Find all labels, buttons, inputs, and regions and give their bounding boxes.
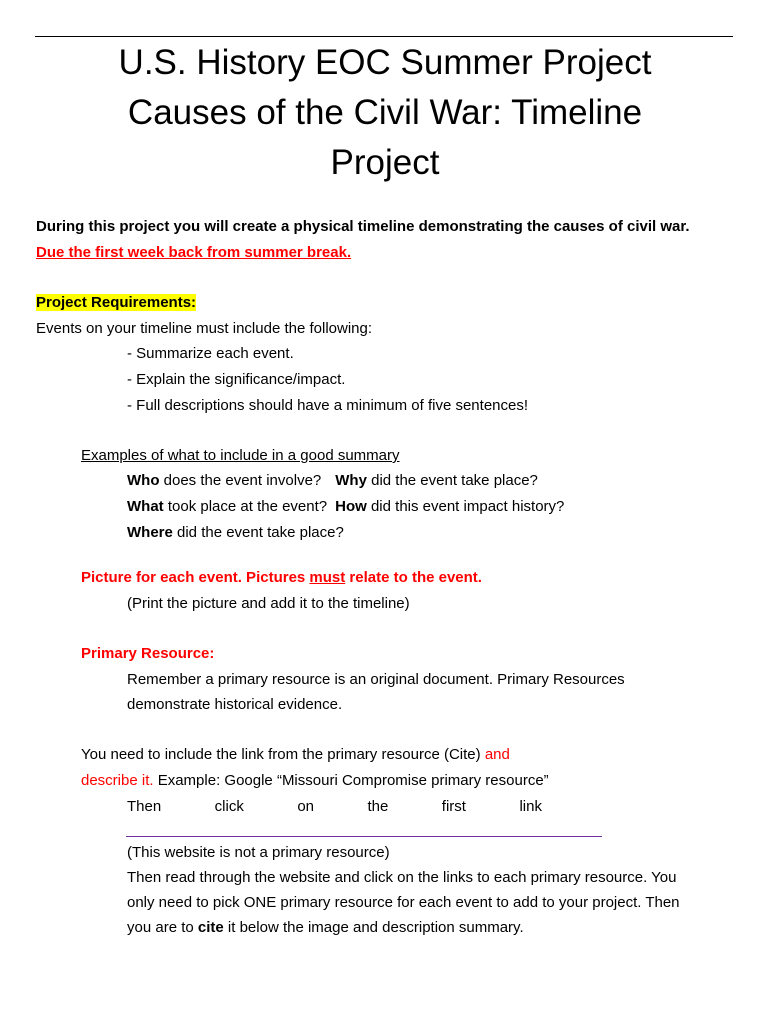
requirements-heading xyxy=(36,293,196,313)
cite-line-2 xyxy=(81,771,549,791)
how-text: did this event impact history? xyxy=(366,498,565,515)
requirement-item: - Explain the significance/impact. xyxy=(127,371,346,388)
cite-para-3-bold: cite xyxy=(197,919,224,936)
cite-para-3 xyxy=(127,918,524,938)
picture-heading-b: relate to the event. xyxy=(345,569,482,586)
cite-para-3-c: it below the image and description summary. xyxy=(223,919,524,936)
summary-who-why xyxy=(127,471,538,491)
cite-step-word: link xyxy=(519,798,542,815)
why-label: Why xyxy=(335,472,367,489)
cite-step-word: on xyxy=(297,798,314,815)
who-label: Who xyxy=(127,472,160,489)
hyperlink-underline[interactable] xyxy=(126,836,602,837)
cite-note: (This website is not a primary resource) xyxy=(127,844,390,861)
picture-note: (Print the picture and add it to the timeline) xyxy=(127,595,410,612)
cite-steps xyxy=(127,797,542,817)
top-rule xyxy=(35,36,733,37)
cite-line-2-red: describe it. xyxy=(81,772,154,789)
page-title xyxy=(36,38,734,188)
due-date-text: Due the first week back from summer break. xyxy=(36,244,352,261)
where-text: did the event take place? xyxy=(172,524,344,541)
what-label: What xyxy=(127,498,164,515)
cite-line-1 xyxy=(81,745,510,765)
cite-line-2-text: Example: Google “Missouri Compromise primary resource” xyxy=(153,772,549,789)
cite-step-word: click xyxy=(214,798,244,815)
primary-text-2: demonstrate historical evidence. xyxy=(127,696,343,713)
cite-line-1-red: and xyxy=(484,746,510,763)
picture-heading-a: Picture for each event. Pictures xyxy=(81,569,310,586)
picture-heading-must: must xyxy=(309,569,346,586)
intro-text: During this project you will create a physical timeline demonstrating the causes of civil war. xyxy=(36,218,690,235)
summary-heading: Examples of what to include in a good summary xyxy=(81,447,400,464)
primary-text-1: Remember a primary resource is an original document. Primary Resources xyxy=(127,671,625,688)
why-text: did the event take place? xyxy=(366,472,538,489)
cite-line-1-text: You need to include the link from the primary resource (Cite) xyxy=(81,746,485,763)
requirements-heading-label: Project Requirements: xyxy=(36,294,197,311)
how-label: How xyxy=(335,498,367,515)
summary-where xyxy=(127,523,344,543)
title-line-3: Project xyxy=(330,143,440,182)
cite-step-word: first xyxy=(441,798,466,815)
requirements-lead: Events on your timeline must include the following: xyxy=(36,320,373,337)
requirement-item: - Summarize each event. xyxy=(127,345,294,362)
who-text: does the event involve? xyxy=(159,472,322,489)
title-line-2: Causes of the Civil War: Timeline xyxy=(127,93,643,132)
title-line-1: U.S. History EOC Summer Project xyxy=(118,43,652,82)
summary-what-how xyxy=(127,497,564,517)
cite-step-word: the xyxy=(367,798,389,815)
primary-heading: Primary Resource: xyxy=(81,645,215,662)
cite-para-2: only need to pick ONE primary resource for each event to add to your project. Then xyxy=(127,894,680,911)
requirement-item: - Full descriptions should have a minimum of five sentences! xyxy=(127,397,529,414)
cite-para-3-a: you are to xyxy=(127,919,198,936)
cite-para-1: Then read through the website and click on the links to each primary resource. You xyxy=(127,869,677,886)
picture-heading xyxy=(81,568,482,588)
where-label: Where xyxy=(127,524,173,541)
cite-step-word: Then xyxy=(127,798,162,815)
what-text: took place at the event? xyxy=(163,498,328,515)
